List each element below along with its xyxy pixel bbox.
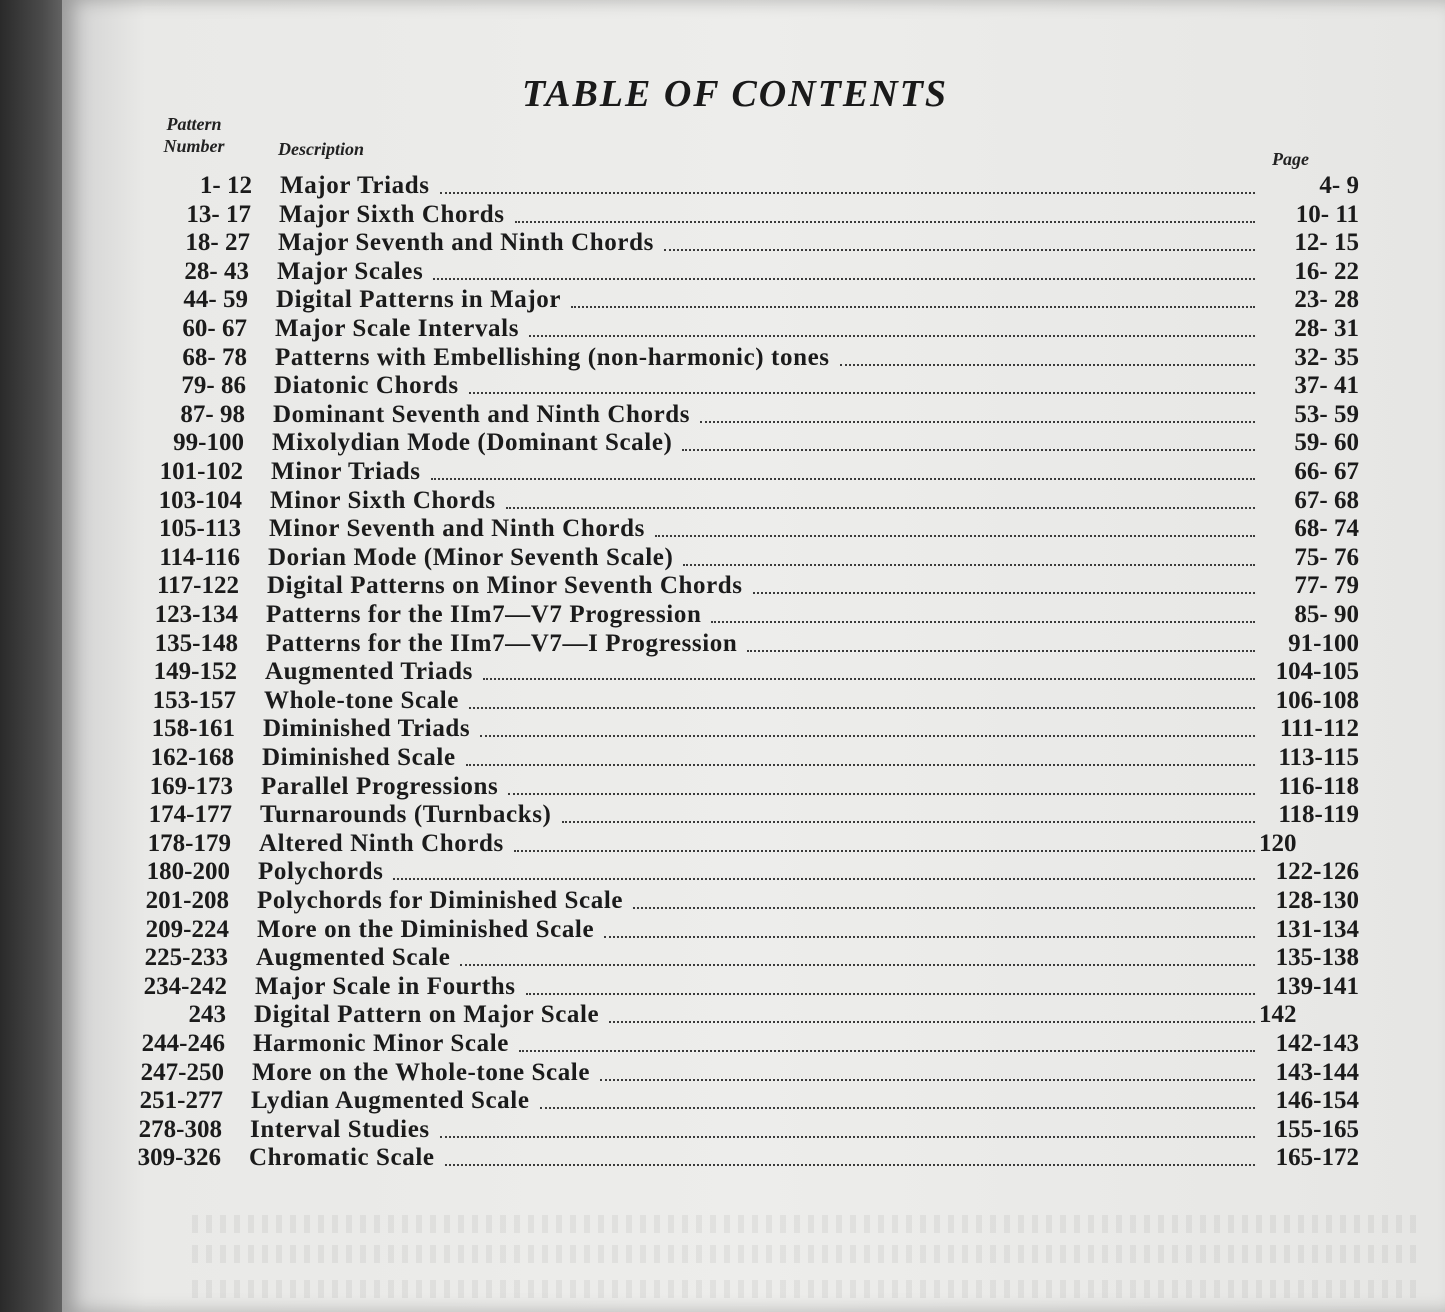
pattern-number: 251-277: [139, 1087, 223, 1115]
entry-description: Harmonic Minor Scale: [253, 1030, 509, 1057]
page-range: 120: [1259, 829, 1297, 857]
toc-entry: [141, 258, 1359, 286]
page-range: 68- 74: [1294, 515, 1359, 543]
page-range: 116-118: [1278, 772, 1359, 800]
dot-leader: [519, 1050, 1255, 1052]
entry-description: Minor Sixth Chords: [270, 486, 496, 514]
show-through-text: [192, 1215, 1422, 1233]
toc-entry: [133, 515, 1359, 543]
page-range: 146-154: [1275, 1087, 1359, 1115]
pattern-number: 103-104: [158, 486, 242, 514]
dot-leader: [393, 878, 1255, 880]
page-range: 75- 76: [1294, 543, 1359, 571]
dot-leader: [571, 306, 1255, 308]
toc-entry: [139, 315, 1359, 343]
toc-entry: [142, 229, 1359, 257]
dot-leader: [683, 564, 1255, 566]
toc-entry: [135, 458, 1359, 486]
page-range: 143-144: [1275, 1058, 1359, 1086]
entry-description: More on the Diminished Scale: [257, 915, 595, 943]
show-through-text: [192, 1280, 1422, 1298]
dot-leader: [840, 364, 1255, 366]
dot-leader: [540, 1107, 1255, 1109]
toc-entry: [134, 487, 1359, 515]
pattern-number: 13- 17: [186, 200, 251, 228]
dot-leader: [483, 678, 1255, 680]
toc-entry: [130, 601, 1359, 629]
toc-entry: [132, 544, 1359, 572]
pattern-number: 153-157: [152, 686, 236, 714]
entry-description: Interval Studies: [250, 1115, 430, 1143]
pattern-number: 174-177: [148, 801, 232, 829]
dot-leader: [445, 1164, 1255, 1166]
dot-leader: [753, 592, 1255, 594]
pattern-number: 247-250: [140, 1058, 224, 1086]
pattern-number: 101-102: [159, 458, 243, 485]
page-range: 67- 68: [1294, 486, 1359, 514]
toc-entry: [114, 1116, 1359, 1144]
page-range: 104-105: [1275, 658, 1359, 686]
pattern-number: 243: [188, 1001, 226, 1029]
toc-entry: [116, 1059, 1359, 1087]
page-range: 53- 59: [1294, 400, 1359, 428]
page-range: 91-100: [1288, 629, 1359, 657]
dot-leader: [514, 850, 1255, 852]
dot-leader: [609, 1021, 1255, 1023]
entry-description: Dorian Mode (Minor Seventh Scale): [268, 543, 674, 571]
pattern-number: 169-173: [149, 772, 233, 800]
pattern-number: 105-113: [159, 515, 241, 543]
entry-description: Chromatic Scale: [249, 1144, 435, 1172]
page-range: 16- 22: [1294, 257, 1359, 285]
toc-entry: [113, 1144, 1359, 1172]
pattern-number: 117-122: [157, 572, 239, 600]
book-spine-shadow: [0, 0, 70, 1312]
pattern-number: 44- 59: [183, 286, 248, 314]
entry-description: Major Seventh and Ninth Chords: [278, 229, 654, 257]
pattern-number: 209-224: [145, 915, 229, 943]
pattern-number: 87- 98: [180, 400, 245, 428]
pattern-number: 18- 27: [185, 229, 250, 257]
entry-description: Diminished Scale: [262, 744, 456, 771]
page-range: 131-134: [1275, 915, 1359, 943]
entry-description: Minor Triads: [271, 458, 421, 485]
dot-leader: [747, 650, 1255, 652]
page-range: 32- 35: [1294, 343, 1359, 371]
dot-leader: [515, 221, 1255, 223]
dot-leader: [508, 793, 1255, 795]
toc-entry: [117, 1030, 1359, 1058]
dot-leader: [562, 821, 1256, 823]
entry-description: Major Scale Intervals: [275, 315, 520, 342]
page-range: 37- 41: [1294, 372, 1359, 400]
entry-description: Turnarounds (Turnbacks): [260, 801, 552, 829]
dot-leader: [506, 507, 1255, 509]
dot-leader: [460, 964, 1255, 966]
toc-entry: [130, 630, 1359, 658]
entry-description: Parallel Progressions: [261, 772, 499, 800]
entry-description: Augmented Triads: [265, 658, 474, 686]
toc-entry: [136, 429, 1359, 457]
page-range: 118-119: [1278, 801, 1359, 829]
dot-leader: [529, 335, 1255, 337]
pattern-number: 244-246: [141, 1030, 225, 1057]
show-through-text: [192, 1245, 1422, 1263]
entry-description: Digital Patterns on Minor Seventh Chords: [267, 572, 743, 600]
page-range: 139-141: [1275, 972, 1359, 1000]
entry-description: Patterns for the IIm7—V7—I Progression: [266, 629, 738, 657]
entry-description: Digital Patterns in Major: [276, 286, 562, 314]
toc-entry: [144, 172, 1359, 200]
dot-leader: [600, 1079, 1255, 1081]
dot-leader: [440, 192, 1255, 194]
entry-description: Mixolydian Mode (Dominant Scale): [272, 429, 673, 457]
dot-leader: [469, 707, 1255, 709]
page-range: 28- 31: [1294, 315, 1359, 342]
entry-description: Major Scales: [277, 257, 424, 285]
pattern-number: 99-100: [173, 429, 244, 457]
entry-description: Polychords: [258, 858, 384, 886]
page-range: 10- 11: [1295, 200, 1359, 228]
pattern-number: 234-242: [143, 972, 227, 1000]
pattern-number: 79- 86: [181, 372, 246, 400]
toc-entry: [121, 916, 1359, 944]
pattern-number: 309-326: [137, 1144, 221, 1172]
toc-entry: [115, 1087, 1359, 1115]
dot-leader: [711, 621, 1255, 623]
pattern-number: 123-134: [154, 601, 238, 628]
entry-description: Whole-tone Scale: [264, 686, 459, 714]
dot-leader: [431, 478, 1255, 480]
toc-entry: [143, 201, 1359, 229]
page-range: 113-115: [1278, 744, 1359, 771]
toc-entry: [128, 687, 1359, 715]
page-range: 66- 67: [1294, 458, 1359, 485]
entry-description: Augmented Scale: [256, 944, 451, 972]
entry-description: Diatonic Chords: [274, 372, 459, 400]
entry-description: Minor Seventh and Ninth Chords: [269, 515, 645, 543]
dot-leader: [700, 421, 1255, 423]
dot-leader: [440, 1136, 1255, 1138]
toc-entry: [137, 401, 1359, 429]
page-range: 77- 79: [1294, 572, 1359, 600]
dot-leader: [664, 249, 1255, 251]
entry-description: Dominant Seventh and Ninth Chords: [273, 400, 691, 428]
pattern-number: 180-200: [146, 858, 230, 886]
pattern-number: 162-168: [150, 744, 234, 771]
page-range: 155-165: [1275, 1115, 1359, 1143]
page-header: Page: [1272, 149, 1309, 169]
pattern-number: 114-116: [159, 543, 240, 571]
description-header: Description: [278, 139, 365, 159]
toc-entry: [138, 372, 1359, 400]
toc-entry: [122, 858, 1359, 886]
toc-entry: [121, 887, 1359, 915]
pattern-number: 60- 67: [182, 315, 247, 342]
pattern-number: 68- 78: [182, 343, 247, 371]
dot-leader: [466, 764, 1255, 766]
toc-entry: [127, 715, 1359, 743]
pattern-number: 158-161: [151, 715, 235, 743]
entry-description: More on the Whole-tone Scale: [252, 1058, 591, 1086]
pattern-number: 178-179: [147, 829, 231, 857]
dot-leader: [682, 449, 1255, 451]
entry-description: Major Scale in Fourths: [255, 972, 516, 1000]
dot-leader: [633, 907, 1255, 909]
entry-description: Digital Pattern on Major Scale: [254, 1001, 600, 1029]
page-range: 4- 9: [1319, 172, 1359, 199]
dot-leader: [604, 936, 1255, 938]
page-range: 142: [1259, 1001, 1297, 1029]
page-range: 23- 28: [1294, 286, 1359, 314]
book-page: [62, 0, 1445, 1312]
entry-description: Polychords for Diminished Scale: [257, 887, 624, 914]
page-range: 59- 60: [1294, 429, 1359, 457]
page-range: 106-108: [1275, 686, 1359, 714]
entry-description: Lydian Augmented Scale: [251, 1087, 530, 1115]
pattern-number: 201-208: [145, 887, 229, 914]
entry-description: Major Triads: [280, 172, 430, 199]
toc-entry: [139, 344, 1359, 372]
pattern-number: 28- 43: [184, 257, 249, 285]
toc-entry: [120, 944, 1359, 972]
toc-entry: [118, 1001, 1359, 1029]
entry-description: Diminished Triads: [263, 715, 471, 743]
page-range: 135-138: [1275, 944, 1359, 972]
entry-description: Patterns with Embellishing (non-harmonic) tones: [275, 343, 830, 371]
dot-leader: [655, 535, 1255, 537]
dot-leader: [469, 392, 1255, 394]
pattern-number: 1- 12: [199, 172, 252, 199]
pattern-number: 149-152: [153, 658, 237, 686]
page-range: 85- 90: [1294, 601, 1359, 628]
pattern-number: 278-308: [138, 1115, 222, 1143]
page-range: 12- 15: [1294, 229, 1359, 257]
toc-entry: [124, 801, 1359, 829]
page-range: 165-172: [1275, 1144, 1359, 1172]
entry-description: Altered Ninth Chords: [259, 829, 504, 857]
toc-entry: [131, 572, 1359, 600]
page-range: 142-143: [1275, 1030, 1359, 1057]
toc-entry: [125, 773, 1359, 801]
page-range: 128-130: [1275, 887, 1359, 914]
entry-description: Patterns for the IIm7—V7 Progression: [266, 601, 702, 628]
dot-leader: [526, 993, 1255, 995]
page-range: 111-112: [1279, 715, 1359, 743]
page-title: TABLE OF CONTENTS: [522, 73, 949, 115]
toc-entry: [140, 286, 1359, 314]
pattern-number-header: Pattern Number: [163, 114, 225, 156]
toc-entry: [123, 830, 1359, 858]
dot-leader: [480, 735, 1255, 737]
dot-leader: [433, 278, 1255, 280]
entry-description: Major Sixth Chords: [279, 200, 505, 228]
toc-entry: [126, 744, 1359, 772]
toc-entry: [119, 973, 1359, 1001]
toc-entry: [129, 658, 1359, 686]
pattern-number: 135-148: [154, 629, 238, 657]
page-range: 122-126: [1275, 858, 1359, 886]
pattern-number: 225-233: [144, 944, 228, 972]
